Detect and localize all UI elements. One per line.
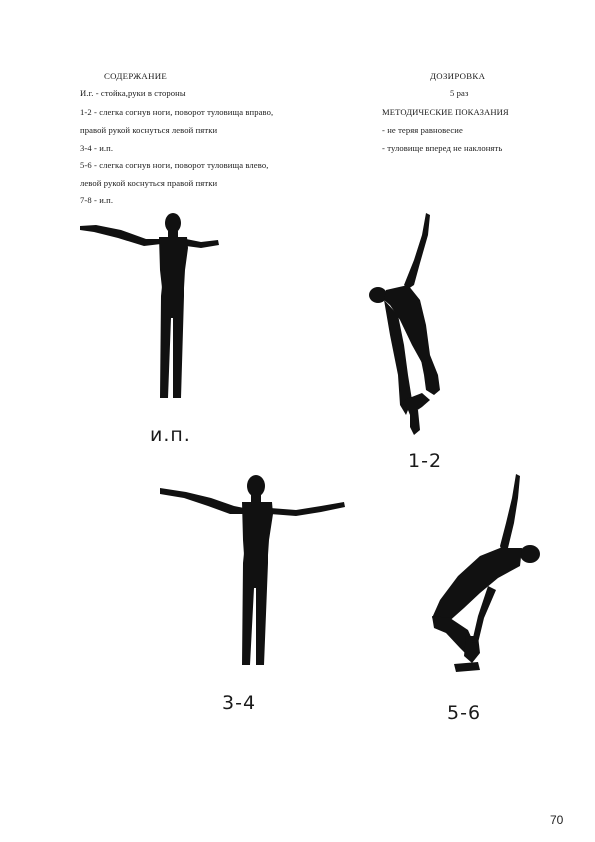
label-position-1-2: 1-2 (408, 450, 443, 472)
label-position-3-4: 3-4 (222, 692, 257, 714)
methodical-item: - не теряя равновесие (382, 125, 463, 135)
content-line: 1-2 - слегка согнув ноги, поворот туловища вправо, (80, 107, 274, 117)
content-header: СОДЕРЖАНИЕ (104, 71, 168, 81)
label-position-5-6: 5-6 (447, 702, 482, 724)
figure-position-5-6 (420, 468, 550, 678)
dosage-header: ДОЗИРОВКА (430, 71, 486, 81)
content-line: правой рукой коснуться левой пятки (80, 125, 218, 135)
methodical-item: - туловище вперед не наклонять (382, 143, 503, 153)
dosage-value: 5 раз (450, 88, 469, 98)
figure-starting-position (76, 208, 226, 408)
content-line: И.г. - стойка,руки в стороны (80, 88, 186, 98)
content-line: 3-4 - и.п. (80, 143, 114, 153)
figure-position-1-2 (360, 205, 470, 445)
figure-position-3-4 (156, 470, 351, 670)
methodical-title: МЕТОДИЧЕСКИЕ ПОКАЗАНИЯ (382, 107, 509, 117)
content-line: 5-6 - слегка согнув ноги, поворот туловища влево, (80, 160, 269, 170)
content-line: левой рукой коснуться правой пятки (80, 178, 218, 188)
content-line: 7-8 - и.п. (80, 195, 114, 205)
label-starting-position: и.п. (150, 424, 191, 446)
page-number: 70 (550, 813, 564, 827)
